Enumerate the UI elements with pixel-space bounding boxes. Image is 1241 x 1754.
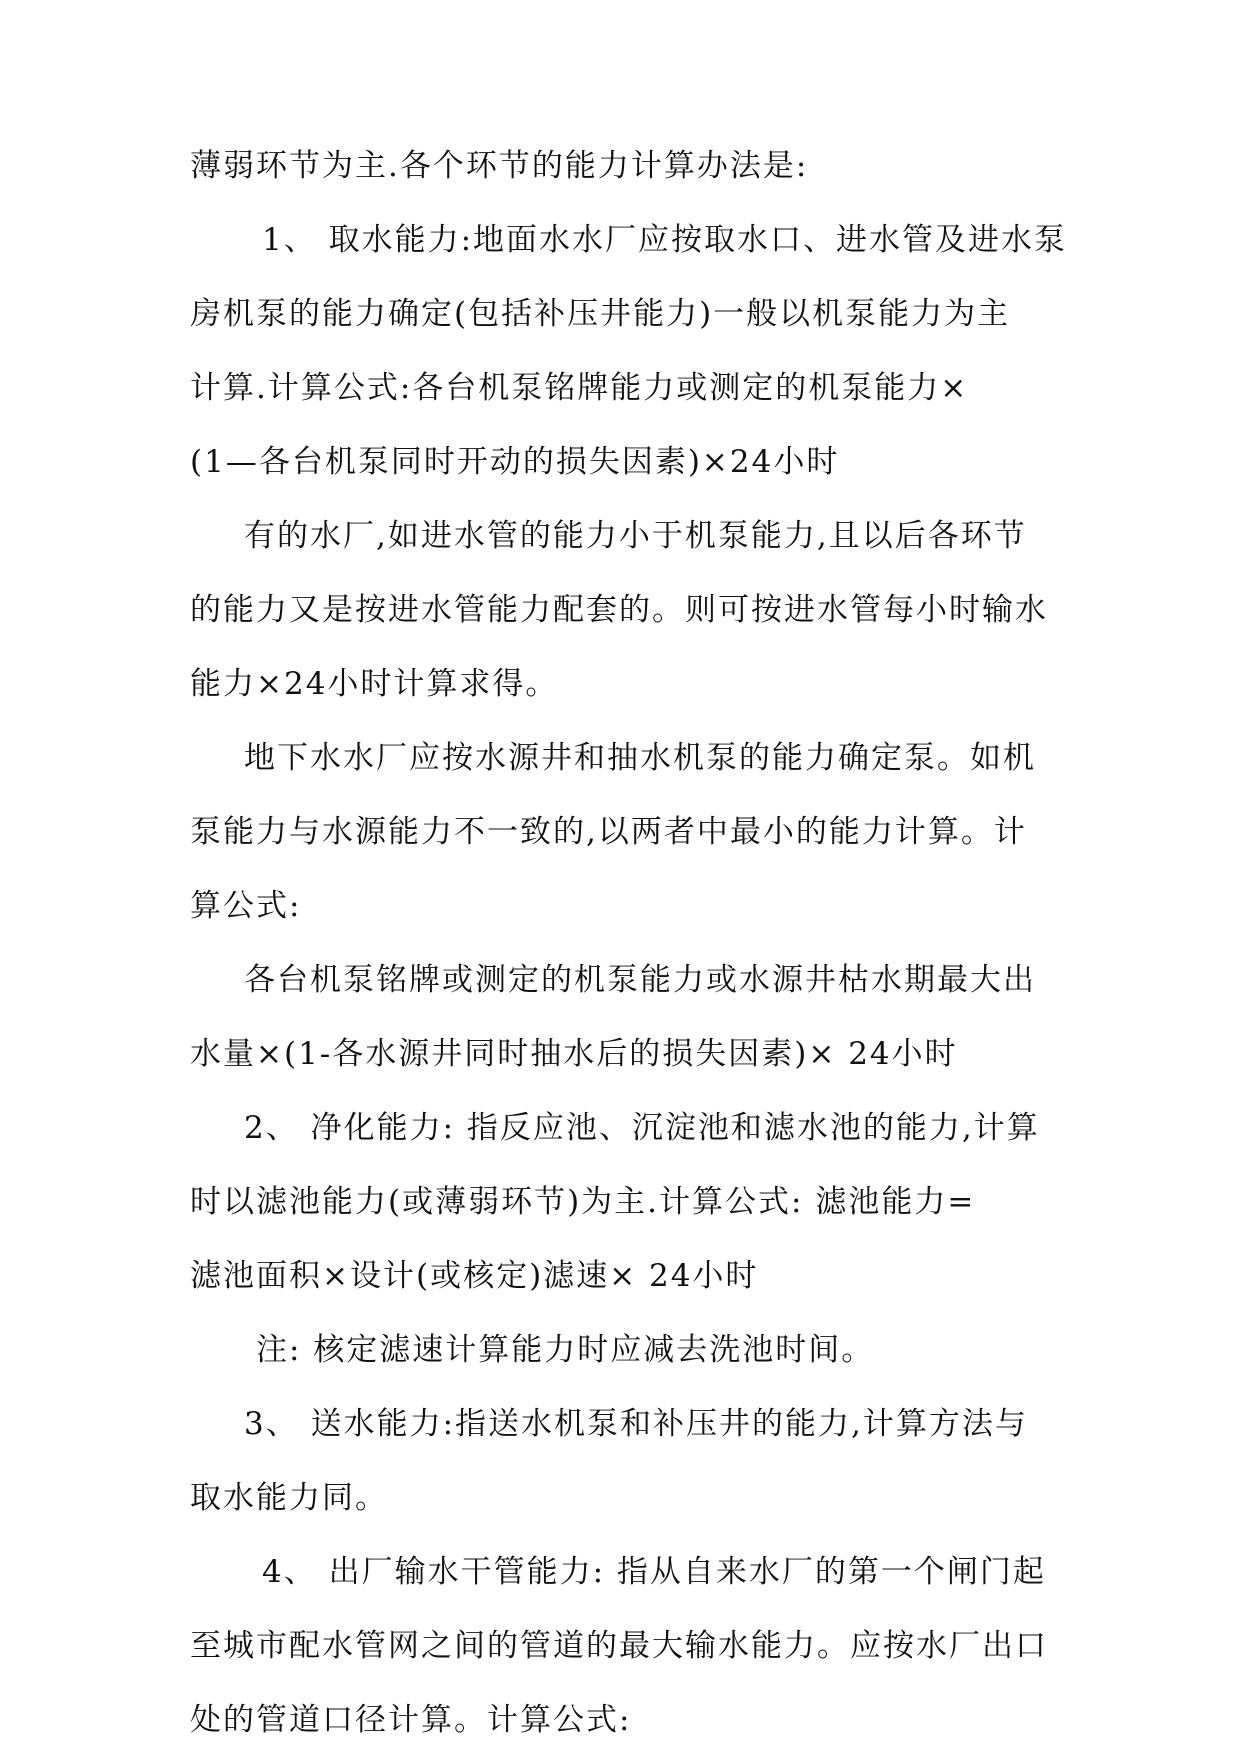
text-line: 3、 送水能力:指送水机泵和补压井的能力,计算方法与: [244, 1406, 1028, 1442]
text-line: (1—各台机泵同时开动的损失因素)×24小时: [190, 444, 840, 480]
text-line: 薄弱环节为主.各个环节的能力计算办法是:: [190, 148, 809, 184]
text-line: 能力×24小时计算求得。: [190, 666, 559, 702]
text-line: 时以滤池能力(或薄弱环节)为主.计算公式: 滤池能力=: [190, 1184, 976, 1220]
text-line: 水量×(1-各水源井同时抽水后的损失因素)× 24小时: [190, 1036, 958, 1072]
text-line: 滤池面积×设计(或核定)滤速× 24小时: [190, 1258, 759, 1294]
text-line: 至城市配水管网之间的管道的最大输水能力。应按水厂出口: [190, 1628, 1048, 1664]
text-line: 取水能力同。: [190, 1480, 388, 1516]
text-line: 有的水厂,如进水管的能力小于机泵能力,且以后各环节: [244, 518, 1027, 554]
text-line: 计算.计算公式:各台机泵铭牌能力或测定的机泵能力×: [190, 370, 969, 406]
text-line: 泵能力与水源能力不一致的,以两者中最小的能力计算。计: [190, 814, 1027, 850]
text-line: 2、 净化能力: 指反应池、沉淀池和滤水池的能力,计算: [244, 1110, 1040, 1146]
text-line: 算公式:: [190, 888, 302, 924]
text-line: 注: 核定滤速计算能力时应减去洗池时间。: [256, 1332, 875, 1368]
text-line: 4、 出厂输水干管能力: 指从自来水厂的第一个闸门起: [262, 1554, 1046, 1590]
text-line: 地下水水厂应按水源井和抽水机泵的能力确定泵。如机: [244, 740, 1036, 776]
text-line: 各台机泵铭牌或测定的机泵能力或水源井枯水期最大出: [244, 962, 1036, 998]
text-line: 处的管道口径计算。计算公式:: [190, 1702, 632, 1738]
text-line: 房机泵的能力确定(包括补压井能力)一般以机泵能力为主: [190, 296, 1011, 332]
text-line: 1、 取水能力:地面水水厂应按取水口、进水管及进水泵: [262, 222, 1068, 258]
text-line: 的能力又是按进水管能力配套的。则可按进水管每小时输水: [190, 592, 1048, 628]
